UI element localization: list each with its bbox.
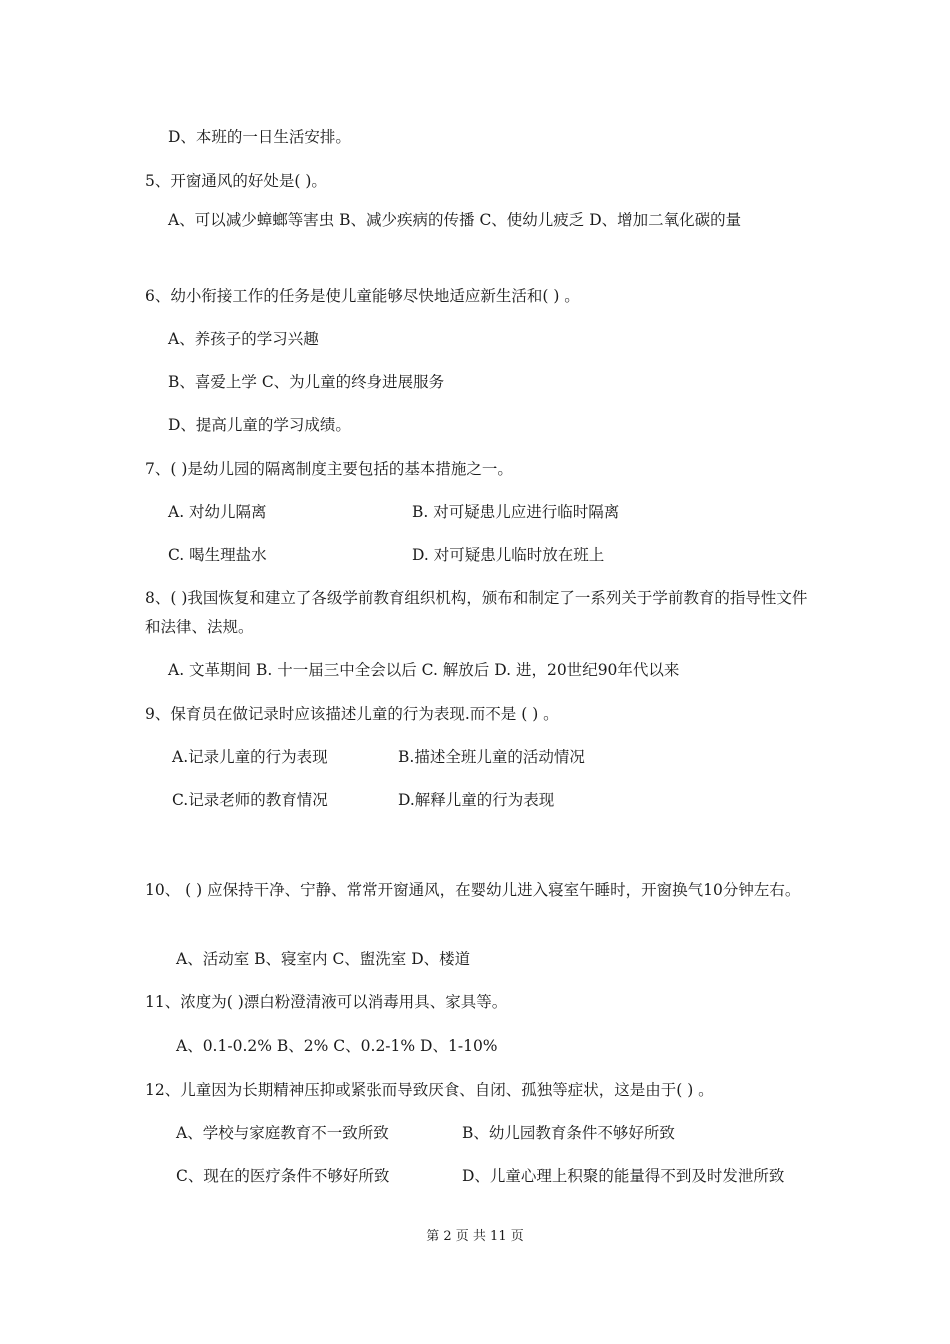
q7-question: 7、( )是幼儿园的隔离制度主要包括的基本措施之一。 bbox=[145, 460, 513, 478]
q12-question: 12、儿童因为长期精神压抑或紧张而导致厌食、自闭、孤独等症状，这是由于( ) 。 bbox=[145, 1081, 714, 1099]
q11-question: 11、浓度为( )漂白粉澄清液可以消毒用具、家具等。 bbox=[145, 993, 508, 1011]
q7-option-b: B. 对可疑患儿应进行临时隔离 bbox=[412, 503, 620, 521]
q9-option-d: D.解释儿童的行为表现 bbox=[398, 791, 555, 809]
q7-option-d: D. 对可疑患儿临时放在班上 bbox=[412, 546, 605, 564]
q12-option-c: C、现在的医疗条件不够好所致 bbox=[176, 1167, 390, 1185]
q9-option-b: B.描述全班儿童的活动情况 bbox=[398, 748, 585, 766]
q6-option-bc: B、喜爱上学 C、为儿童的终身进展服务 bbox=[168, 373, 445, 391]
q10-question: 10、 ( ) 应保持干净、宁静、常常开窗通风，在婴幼儿进入寝室午睡时，开窗换气10分钟左右。 bbox=[145, 881, 801, 899]
q6-option-d: D、提高儿童的学习成绩。 bbox=[168, 416, 351, 434]
q5-options: A、可以减少蟑螂等害虫 B、减少疾病的传播 C、使幼儿疲乏 D、增加二氧化碳的量 bbox=[168, 211, 742, 229]
q7-option-c: C. 喝生理盐水 bbox=[168, 546, 267, 564]
q12-option-d: D、儿童心理上积聚的能量得不到及时发泄所致 bbox=[462, 1167, 785, 1185]
page-footer: 第 2 页 共 11 页 bbox=[426, 1229, 524, 1244]
q6-question: 6、幼小衔接工作的任务是使儿童能够尽快地适应新生活和( ) 。 bbox=[145, 287, 580, 305]
q7-option-a: A. 对幼儿隔离 bbox=[168, 503, 267, 521]
q8-options: A. 文革期间 B. 十一届三中全会以后 C. 解放后 D. 进，20世纪90年代以来 bbox=[168, 661, 680, 679]
q9-question: 9、保育员在做记录时应该描述儿童的行为表现.而不是 ( ) 。 bbox=[145, 705, 559, 723]
q12-option-a: A、学校与家庭教育不一致所致 bbox=[176, 1124, 389, 1142]
q8-question: 8、( )我国恢复和建立了各级学前教育组织机构，颁布和制定了一系列关于学前教育的指导性文件和法律、法规。 bbox=[145, 589, 808, 636]
q5-question: 5、开窗通风的好处是( )。 bbox=[145, 172, 327, 190]
q4-option-d: D、本班的一日生活安排。 bbox=[168, 128, 351, 146]
q9-option-a: A.记录儿童的行为表现 bbox=[172, 748, 328, 766]
q10-options: A、活动室 B、寝室内 C、盥洗室 D、楼道 bbox=[176, 950, 471, 968]
q12-option-b: B、幼儿园教育条件不够好所致 bbox=[462, 1124, 675, 1142]
q9-option-c: C.记录老师的教育情况 bbox=[172, 791, 328, 809]
q11-options: A、0.1-0.2% B、2% C、0.2-1% D、1-10% bbox=[176, 1037, 498, 1055]
q6-option-a: A、养孩子的学习兴趣 bbox=[168, 330, 319, 348]
